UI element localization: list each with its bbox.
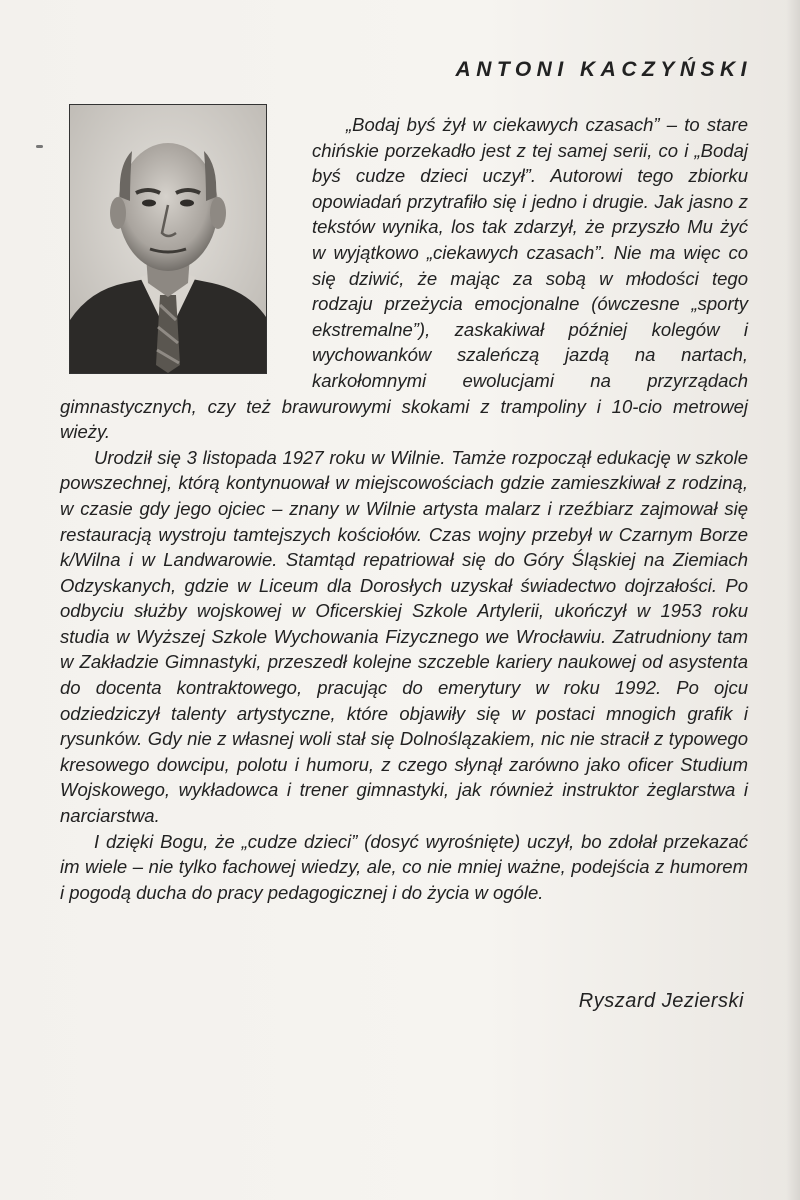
author-name-heading: ANTONI KACZYŃSKI xyxy=(455,58,752,81)
bio-paragraph-1: „Bodaj byś żył w ciekawych czasach” – to stare chińskie porzekadło jest z tej samej serii, co i „Bodaj byś cudze dzieci uczył”. Autorowi tego zbiorku opowiadań przytrafiło się i jedno i drugie. Jak jasno z tekstów wynika, los tak zdarzył, że przyszło Mu żyć w wyjątkowo „ciekawych czasach”. Nie ma więc co się dziwić, że mając za sobą w młodości tego rodzaju przeżycia emocjonalne (ówczesne „sporty ekstremalne”), zaskakiwał później kolegów i wychowanków szaleńczą jazdą na nartach, karkołomnymi ewolucjami na przyrządach gimnastycznych, czy też brawurowymi skokami z trampoliny i 10-cio metrowej wieży. xyxy=(60,114,748,443)
bio-paragraph-2: Urodził się 3 listopada 1927 roku w Wilnie. Tamże rozpoczął edukację w szkole powszechnej, którą kontynuował w miejscowościach gdzie zamieszkiwał z rodziną, w czasie gdy jego ojciec – znany w Wilnie artysta malarz i rzeźbiarz zajmował się restauracją wystroju tamtejszych kościołów. Czas wojny przebył w Czarnym Borze k/Wilna i w Landwarowie. Stamtąd repatriował się do Góry Śląskiej na Ziemiach Odzyskanych, gdzie w Liceum dla Dorosłych uzyskał świadectwo dojrzałości. Po odbyciu służby wojskowej w Oficerskiej Szkole Artylerii, ukończył w 1953 roku studia w Wyższej Szkole Wychowania Fizycznego we Wrocławiu. Zatrudniony tam w Zakładzie Gimnastyki, przeszedł kolejne szczeble kariery naukowej od asystenta do docenta kontraktowego, pracując do emerytury w roku 1992. Po ojcu odziedziczył talenty artystyczne, które objawiły się w postaci mnogich grafik i rysunków. Gdy nie z własnej woli stał się Dolnoślązakiem, nic nie stracił z typowego kresowego dowcipu, polotu i humoru, z czego słynął zarówno jako oficer Studium Wojskowego, wykładowca i trener gimnastyki, jak również instruktor żeglarstwa i narciarstwa. xyxy=(60,446,748,827)
photo-text-wrap-spacer xyxy=(60,112,312,380)
ink-speck xyxy=(36,145,43,148)
page-edge-shadow xyxy=(786,0,800,1200)
signature-author: Ryszard Jezierski xyxy=(578,990,744,1012)
bio-paragraph-3: I dzięki Bogu, że „cudze dzieci” (dosyć wyrośnięte) uczył, bo zdołał przekazać im wiele – nie tylko fachowej wiedzy, ale, co nie mniej ważne, podejścia z humorem i pogodą ducha do pracy pedagogicznej i do życia w ogóle. xyxy=(60,830,748,903)
biography-text xyxy=(60,112,748,905)
